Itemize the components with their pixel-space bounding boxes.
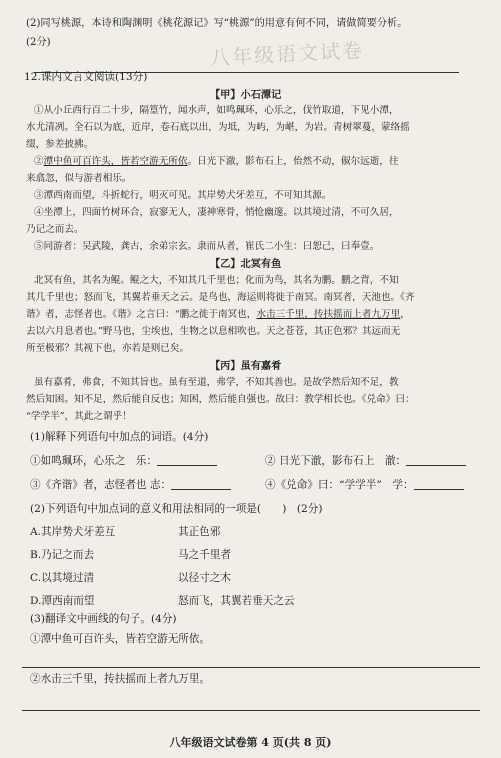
- jia-p2-line1: [34, 155, 399, 168]
- q1-item3-text: ③《齐谐》者，志怪者也 志：: [30, 479, 172, 491]
- q1-item4-text: ④《兑命》曰：“学学半” 学：: [265, 479, 414, 491]
- jia-p1-line1: ①从小丘西行百二十步，隔篁竹，闻水声，如鸣珮环，心乐之，伐竹取道，下见小潭，: [34, 105, 399, 116]
- q2-option-c-right: 以径寸之木: [178, 572, 231, 584]
- yi-line4: 去以六月息者也。”野马也，尘埃也，生物之以息相吹也。天之苍苍，其正色邪？其远而无: [26, 326, 401, 337]
- q2-stem: (2)下列语句中加点词的意义和用法相同的一项是( ) (2分): [30, 503, 323, 515]
- q1-answer-blank-3[interactable]: [171, 479, 231, 490]
- q2-option-c-left: C.以其境过清: [30, 572, 95, 584]
- q1-answer-blank-4[interactable]: [414, 479, 464, 490]
- section-title: 12.课内文言文阅读(13分): [24, 71, 148, 83]
- jia-p5: ⑤同游者：吴武陵，龚古，余弟宗玄。隶而从者，崔氏二小生：曰恕己，曰奉壹。: [34, 241, 380, 252]
- yi-line2: 其几千里也；怒而飞，其翼若垂天之云。是鸟也，海运则将徙于南冥。南冥者，天池也。《齐: [26, 292, 415, 303]
- q2-option-a-right: 其正色邪: [178, 526, 221, 538]
- q1-item4: [265, 479, 464, 492]
- yi-line5: 所至极邪？其视下也，亦若是则已矣。: [26, 343, 190, 354]
- q3-item1: ①潭中鱼可百许头，皆若空游无所依。: [30, 633, 211, 645]
- yi-line1: 北冥有鱼，其名为鲲。鲲之大，不知其几千里也；化而为鸟，其名为鹏。鹏之背，不知: [34, 275, 399, 286]
- q3-stem: (3)翻译文中画线的句子。(4分): [30, 613, 177, 625]
- q2-option-b-left: B.乃记之而去: [30, 549, 95, 561]
- jia-p2-number: ②: [34, 156, 44, 167]
- prev-question-line1: (2)同写桃源，本诗和陶渊明《桃花源记》写“桃源”的用意有何不同，请做简要分析。: [26, 18, 408, 29]
- jia-p3: ③潭西南而望，斗折蛇行，明灭可见。其岸势犬牙差互，不可知其源。: [34, 190, 332, 201]
- q1-item3: [30, 479, 231, 492]
- q1-answer-blank-2[interactable]: [406, 455, 466, 466]
- q2-option-d-right: 怒而飞，其翼若垂天之云: [178, 595, 295, 607]
- jia-p4-line1: ④坐潭上，四面竹树环合，寂寥无人，凄神寒骨，悄怆幽邃。以其境过清，不可久居，: [34, 207, 399, 218]
- q3-answer-line-2[interactable]: [22, 710, 480, 711]
- q2-option-d-left: D.潭西南而望: [30, 595, 95, 607]
- bing-line3: “学学半”，其此之谓乎！: [26, 411, 132, 422]
- q3-item2: ②水击三千里，抟扶摇而上者九万里。: [30, 673, 211, 685]
- q3-answer-line-1[interactable]: [22, 667, 480, 668]
- jia-underlined-sentence: 潭中鱼可百许头，皆若空游无所依: [43, 156, 188, 167]
- yi-line3: [26, 308, 410, 321]
- bleed-through-title: 八年级语文试卷: [209, 37, 365, 71]
- yi-underlined-sentence: 水击三千里，抟扶摇而上者九万里: [256, 309, 401, 320]
- q1-item2-text: ② 日光下澈，影布石上 澈：: [265, 455, 407, 467]
- jia-p2-line2: 来翕忽，似与游者相乐。: [26, 173, 132, 184]
- yi-line3-end: ，: [400, 309, 410, 320]
- prev-question-line2: (2分): [26, 37, 51, 48]
- yi-line3-start: 谐》者，志怪者也。《谐》之言曰：“鹏之徙于南冥也，: [26, 309, 257, 320]
- jia-p4-line2: 乃记之而去。: [26, 224, 84, 235]
- jia-heading: 【甲】小石潭记: [210, 89, 282, 101]
- jia-p2-rest: 。日光下澈，影布石上，佁然不动，俶尔远逝，往: [187, 156, 399, 167]
- q2-option-a-left: A.其岸势犬牙差互: [30, 526, 116, 538]
- q1-answer-blank-1[interactable]: [157, 455, 217, 466]
- q1-item2: [265, 455, 466, 468]
- bing-line1: 虽有嘉肴，弗食，不知其旨也。虽有至道，弗学，不知其善也。是故学然后知不足，教: [34, 377, 399, 388]
- q1-item1-text: ①如鸣珮环，心乐之 乐：: [30, 455, 158, 467]
- jia-p1-line3: 缀，参差披拂。: [26, 139, 94, 150]
- q1-item1: [30, 455, 217, 468]
- q2-option-b-right: 马之千里者: [178, 549, 231, 561]
- bing-line2: 然后知困。知不足，然后能自反也；知困，然后能自强也。故曰：教学相长也。《兑命》曰：: [26, 394, 415, 405]
- yi-heading: 【乙】北冥有鱼: [210, 258, 282, 270]
- jia-p1-line2: 水尤清冽。全石以为底，近岸，卷石底以出，为坻，为屿，为嵁，为岩。青树翠蔓，蒙络摇: [26, 122, 410, 133]
- q1-stem: (1)解释下列语句中加点的词语。(4分): [30, 431, 209, 443]
- bing-heading: 【丙】虽有嘉肴: [210, 360, 282, 372]
- page-footer: 八年级语文试卷第 4 页(共 8 页): [169, 736, 332, 749]
